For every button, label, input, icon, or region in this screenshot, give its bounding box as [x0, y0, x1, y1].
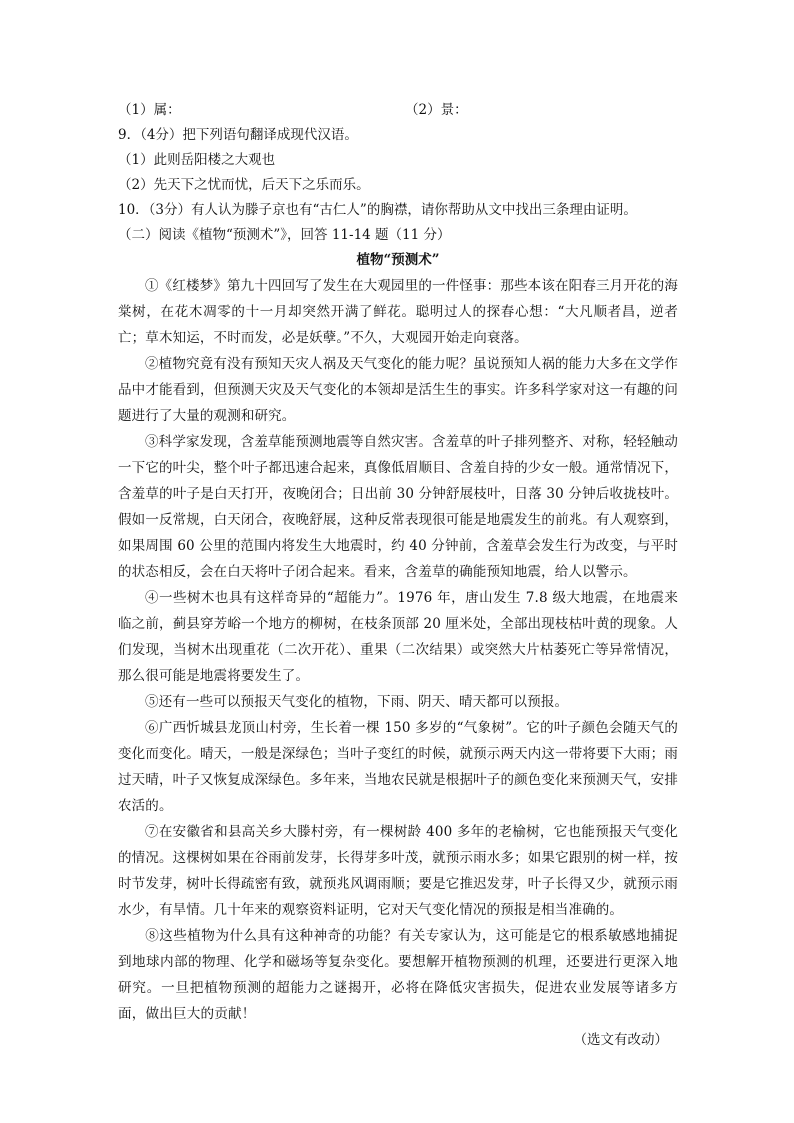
question-9-stem: 9．（4分）把下列语句翻译成现代汉语。 — [118, 127, 358, 143]
article-title: 植物“预测术” — [356, 252, 440, 268]
article-paragraph-7: ⑦在安徽省和县高关乡大滕村旁，有一棵树龄 400 多年的老榆树，它也能预报天气变化的情况。这棵树如果在谷雨前发芽，长得芽多叶茂，就预示雨水多；如果它跟别的树一样，按时节发芽，树叶长得疏密有致，就预兆风调雨顺；要是它推迟发芽，叶子长得又少，就预示雨水少，有旱情。几十年来的观察资料证明，它对天气变化情况的预报是相当准确的。 — [118, 824, 678, 918]
exam-page — [118, 98, 678, 1053]
article-paragraph-6: ⑥广西忻城县龙顶山村旁，生长着一棵 150 多岁的“气象树”。它的叶子颜色会随天气的变化而变化。晴天，一般是深绿色；当叶子变红的时候，就预示两天内这一带将要下大雨；雨过天晴，叶子又恢复成深绿色。多年来，当地农民就是根据叶子的颜色变化来预测天气，安排农活的。 — [118, 720, 678, 814]
article-paragraph-1: ①《红楼梦》第九十四回写了发生在大观园里的一件怪事：那些本该在阳春三月开花的海棠树，在花木凋零的十一月却突然开满了鲜花。聪明过人的探春心想：“大凡顺者昌，逆者亡；草木知运，不时而发，必是妖孽。”不久，大观园开始走向衰落。 — [118, 278, 678, 346]
section-2-heading: （二）阅读《植物“预测术”》，回答 11-14 题（11 分） — [118, 227, 451, 243]
question-8-part-1: （1）属： — [118, 102, 181, 118]
question-10-stem: 10．（3分）有人认为滕子京也有“古仁人”的胸襟，请你帮助从文中找出三条理由证明。 — [118, 202, 637, 218]
article-source-note: （选文有改动） — [573, 1032, 668, 1048]
question-9-item-1: （1）此则岳阳楼之大观也 — [118, 152, 276, 168]
article-paragraph-8: ⑧这些植物为什么具有这种神奇的功能？有关专家认为，这可能是它的根系敏感地捕捉到地球内部的物理、化学和磁场等复杂变化。要想解开植物预测的机理，还要进行更深入地研究。一旦把植物预测的超能力之谜揭开，必将在降低灾害损失，促进农业发展等诸多方面，做出巨大的贡献！ — [118, 928, 678, 1022]
question-9-item-2: （2）先天下之忧而忧，后天下之乐而乐。 — [118, 177, 370, 193]
question-8-row — [118, 98, 678, 123]
article-paragraph-5: ⑤还有一些可以预报天气变化的植物，下雨、阴天、晴天都可以预报。 — [145, 694, 569, 710]
question-8-part-2: （2）景： — [405, 102, 468, 118]
article-paragraph-3: ③科学家发现，含羞草能预测地震等自然灾害。含羞草的叶子排列整齐、对称，轻轻触动一下它的叶尖，整个叶子都迅速合起来，真像低眉顺目、含羞自持的少女一般。通常情况下，含羞草的叶子是白天打开，夜晚闭合；日出前 30 分钟舒展枝叶，日落 30 分钟后收拢枝叶。假如一反常规，白天闭合，夜晚舒展，这种反常表现很可能是地震发生的前兆。有人观察到，如果周围 60 公里的范围内将发生大地震时，约 40 分钟前，含羞草会发生行为改变，与平时的状态相反，会在白天将叶子闭合起来。看来，含羞草的确能预知地震，给人以警示。 — [118, 434, 678, 580]
article-paragraph-2: ②植物究竟有没有预知天灾人祸及天气变化的能力呢？虽说预知人祸的能力大多在文学作品中才能看到，但预测天灾及天气变化的本领却是活生生的事实。许多科学家对这一有趣的问题进行了大量的观测和研究。 — [118, 356, 678, 424]
article-paragraph-4: ④一些树木也具有这样奇异的“超能力”。1976 年，唐山发生 7.8 级大地震，在地震来临之前，蓟县穿芳峪一个地方的柳树，在枝条顶部 20 厘米处，全部出现枝枯叶黄的现象。人们发现，当树木出现重花（二次开花）、重果（二次结果）或突然大片枯萎死亡等异常情况，那么很可能是地震将要发生了。 — [118, 590, 678, 684]
